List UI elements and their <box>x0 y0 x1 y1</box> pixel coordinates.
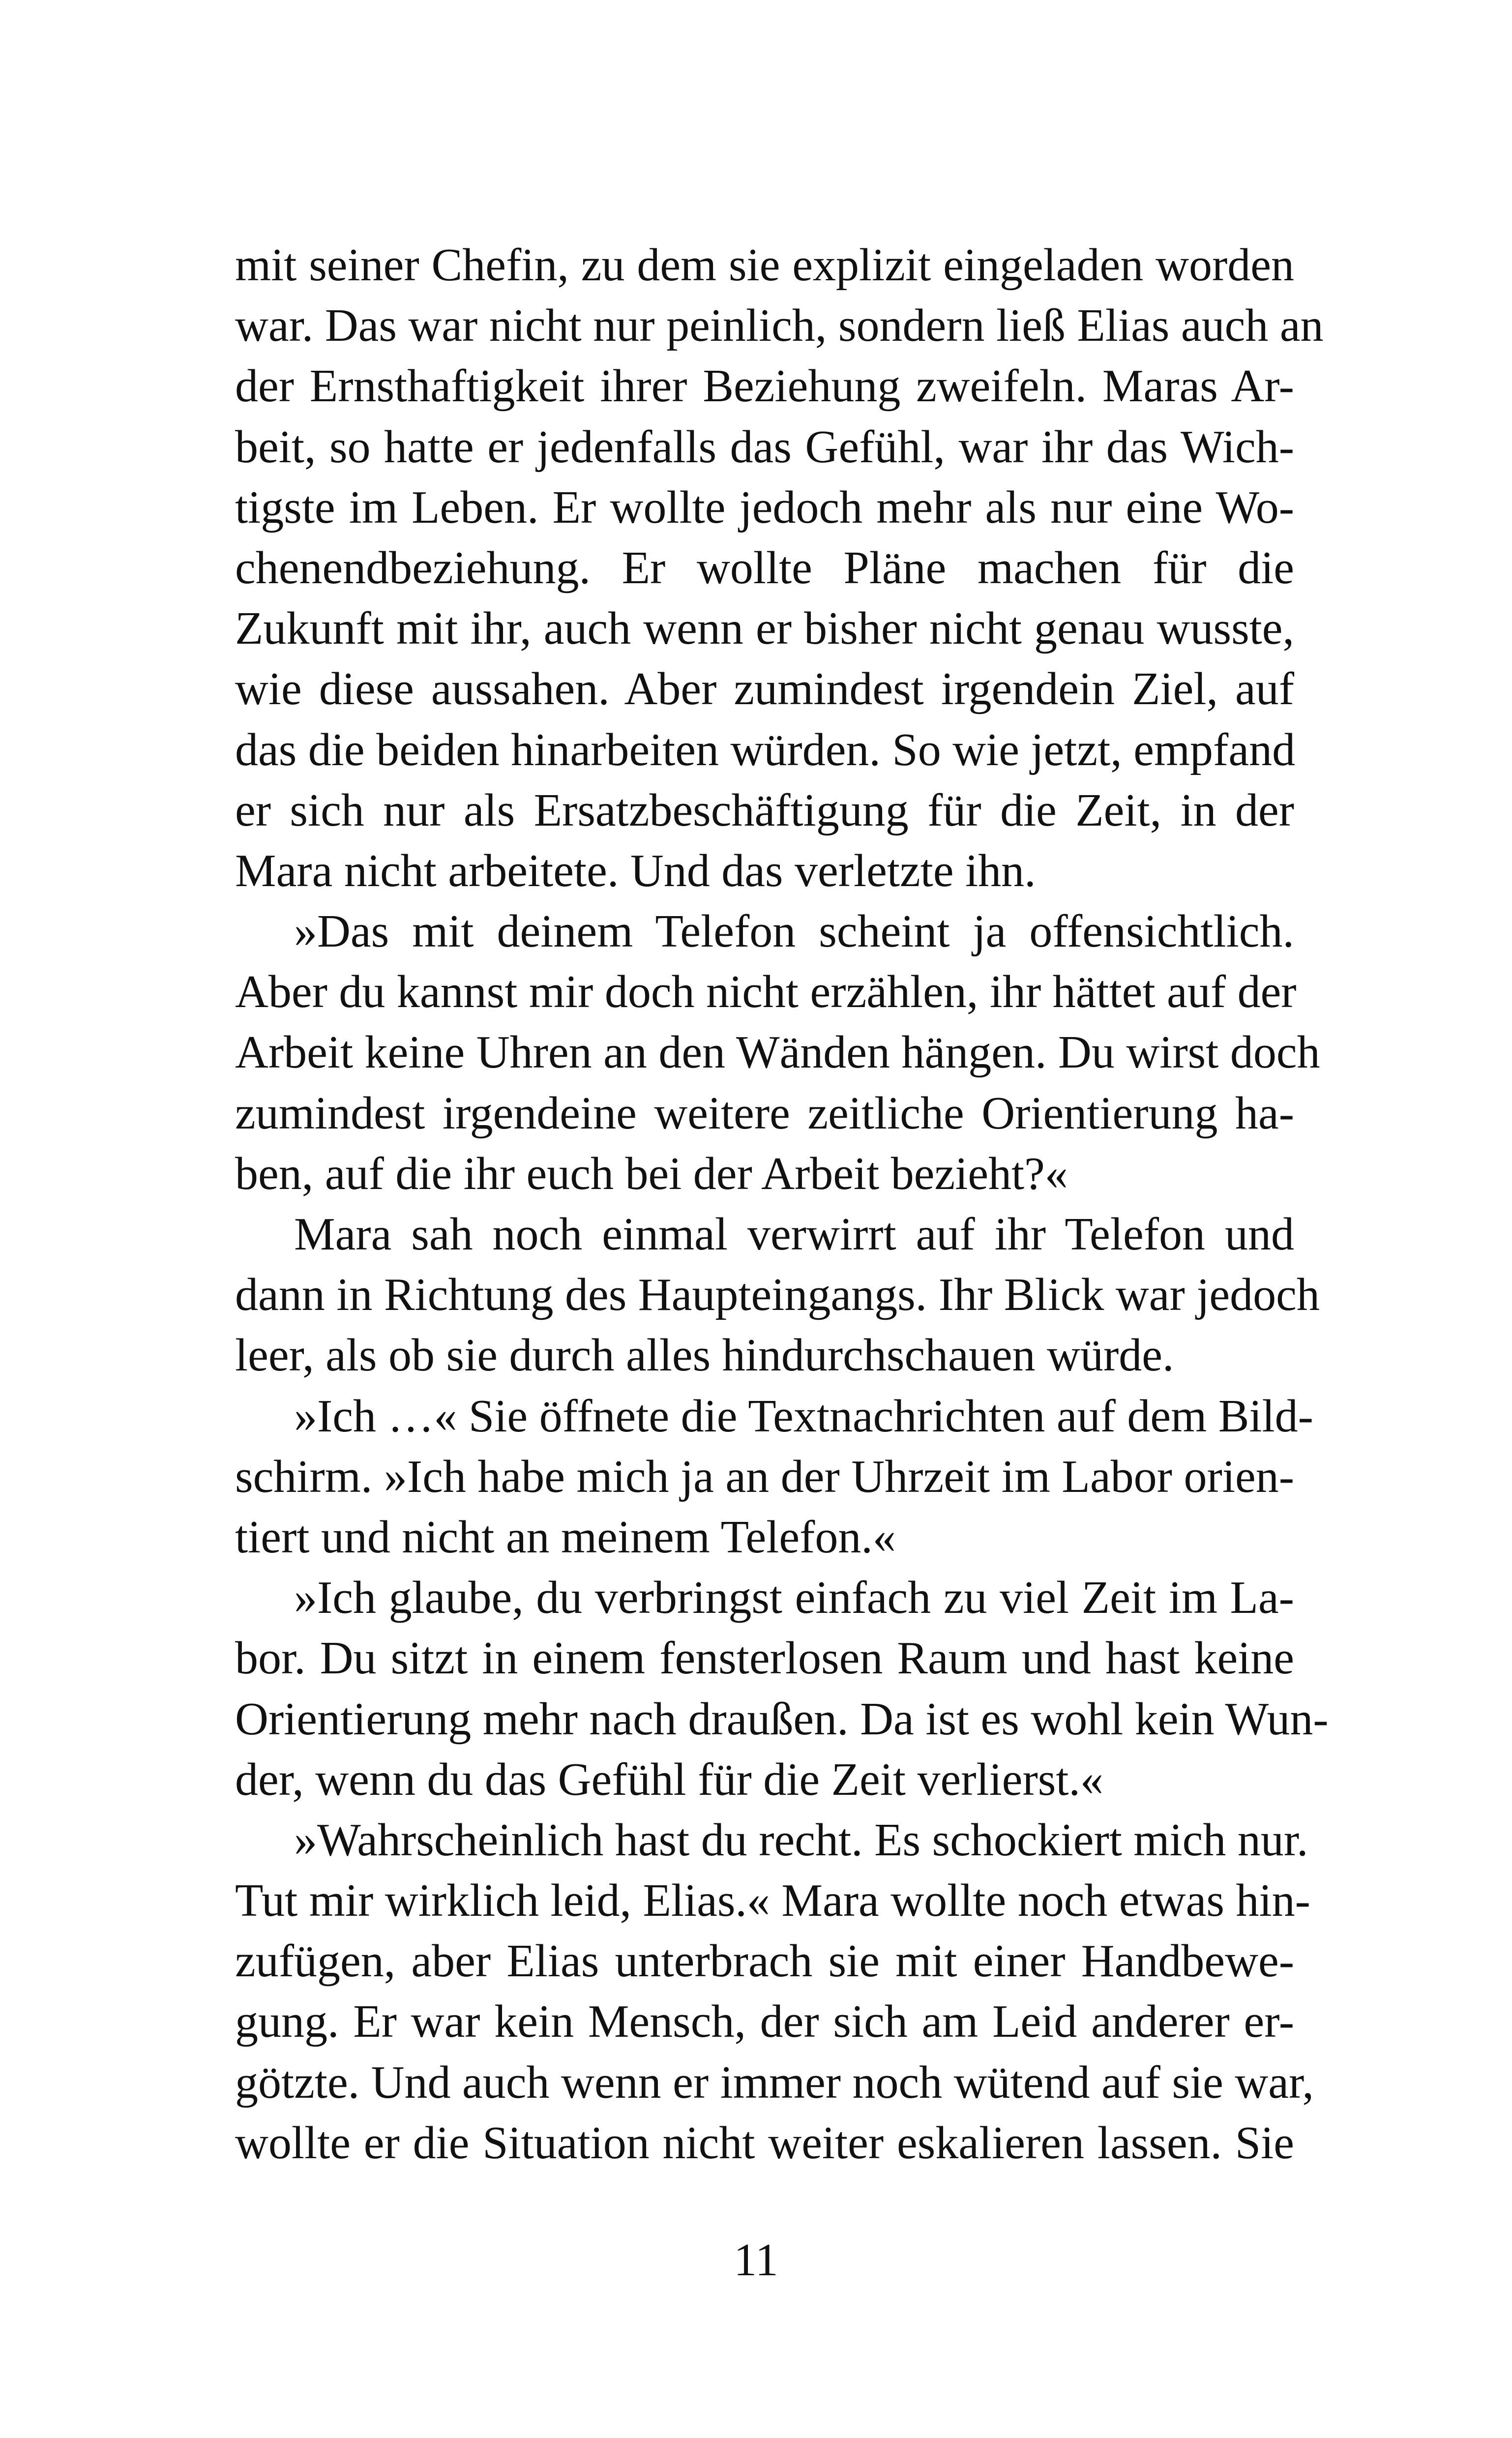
text-line: Orientierung mehr nach draußen. Da ist es wohl kein Wun- <box>235 1693 1329 1745</box>
text-line: er sich nur als Ersatzbeschäftigung für die Zeit, in der <box>235 784 1294 836</box>
text-line: »Ich glaube, du verbringst einfach zu viel Zeit im La- <box>294 1572 1294 1624</box>
body-text <box>235 235 1329 2173</box>
text-line: Aber du kannst mir doch nicht erzählen, ihr hättet auf der <box>235 966 1297 1018</box>
text-line: bor. Du sitzt in einem fensterlosen Raum und hast keine <box>235 1633 1294 1684</box>
text-line: mit seiner Chefin, zu dem sie explizit eingeladen worden <box>235 239 1294 291</box>
text-line: götzte. Und auch wenn er immer noch wütend auf sie war, <box>235 2056 1314 2108</box>
text-line: chenendbeziehung. Er wollte Pläne machen für die <box>235 542 1294 594</box>
text-line: ben, auf die ihr euch bei der Arbeit bezieht?« <box>235 1148 1068 1199</box>
text-line: Mara sah noch einmal verwirrt auf ihr Telefon und <box>294 1209 1294 1260</box>
text-line: zufügen, aber Elias unterbrach sie mit einer Handbewe- <box>235 1935 1294 1987</box>
text-line: schirm. »Ich habe mich ja an der Uhrzeit im Labor orien- <box>235 1451 1294 1502</box>
text-line: zumindest irgendeine weitere zeitliche Orientierung ha- <box>235 1087 1294 1139</box>
text-line: gung. Er war kein Mensch, der sich am Leid anderer er- <box>235 1996 1294 2048</box>
text-line: leer, als ob sie durch alles hindurchschauen würde. <box>235 1330 1174 1381</box>
text-line: beit, so hatte er jedenfalls das Gefühl, war ihr das Wich- <box>235 421 1294 473</box>
text-line: Tut mir wirklich leid, Elias.« Mara wollte noch etwas hin- <box>235 1875 1310 1927</box>
text-line: das die beiden hinarbeiten würden. So wie jetzt, empfand <box>235 724 1296 775</box>
page-number: 11 <box>734 2234 778 2286</box>
text-line: »Wahrscheinlich hast du recht. Es schockiert mich nur. <box>294 1814 1308 1866</box>
text-line: dann in Richtung des Haupteingangs. Ihr Blick war jedoch <box>235 1269 1320 1321</box>
text-line: wollte er die Situation nicht weiter eskalieren lassen. Sie <box>235 2117 1294 2169</box>
text-line: wie diese aussahen. Aber zumindest irgendein Ziel, auf <box>235 663 1294 715</box>
text-line: »Ich …« Sie öffnete die Textnachrichten auf dem Bild- <box>294 1390 1313 1442</box>
text-line: tiert und nicht an meinem Telefon.« <box>235 1511 896 1563</box>
text-line: Mara nicht arbeitete. Und das verletzte ihn. <box>235 845 1036 896</box>
text-line: Arbeit keine Uhren an den Wänden hängen. Du wirst doch <box>235 1027 1320 1078</box>
text-line: tigste im Leben. Er wollte jedoch mehr als nur eine Wo- <box>235 481 1294 533</box>
text-line: der Ernsthaftigkeit ihrer Beziehung zweifeln. Maras Ar- <box>235 360 1294 412</box>
text-line: »Das mit deinem Telefon scheint ja offensichtlich. <box>294 906 1294 957</box>
text-line: der, wenn du das Gefühl für die Zeit verlierst.« <box>235 1754 1103 1805</box>
text-line: Zukunft mit ihr, auch wenn er bisher nicht genau wusste, <box>235 603 1294 654</box>
text-line: war. Das war nicht nur peinlich, sondern ließ Elias auch an <box>235 300 1324 352</box>
